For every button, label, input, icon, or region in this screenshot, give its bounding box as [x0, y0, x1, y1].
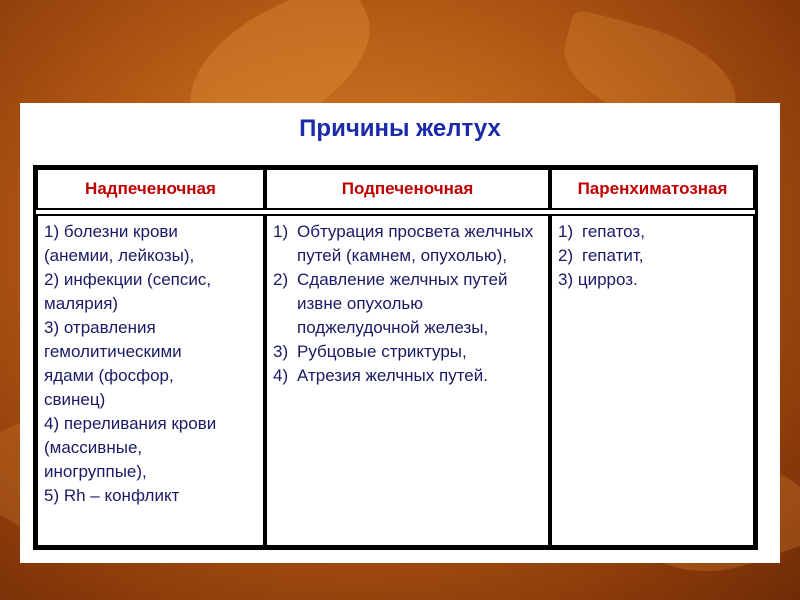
cell-prehepatic-causes: [36, 214, 265, 547]
cause-line: 4) переливания крови: [44, 414, 217, 433]
causes-table: [33, 165, 758, 550]
list-item-number: 2): [558, 246, 574, 265]
cause-line: 2) инфекции (сепсис,: [44, 270, 212, 289]
list-item: [273, 220, 542, 268]
list-item-number: 4): [273, 366, 289, 385]
slide-panel: [20, 103, 780, 563]
cause-line: (массивные,: [44, 438, 143, 457]
cause-line: ядами (фосфор,: [44, 366, 174, 385]
list-item-text: Рубцовые стриктуры,: [297, 342, 467, 361]
list-item: [558, 244, 747, 268]
list-item-text: гепатит,: [582, 246, 644, 265]
header-prehepatic: Надпеченочная: [36, 168, 265, 210]
list-item-text: Атрезия желчных путей.: [297, 366, 488, 385]
cause-line: 1) болезни крови: [44, 222, 178, 241]
cause-line: (анемии, лейкозы),: [44, 246, 195, 265]
header-posthepatic: Подпеченочная: [265, 168, 550, 210]
list-item: [558, 220, 747, 244]
cause-line: иногруппые),: [44, 462, 147, 481]
list-item-text: Сдавление желчных путей извне опухолью поджелудочной железы,: [297, 270, 508, 337]
list-item-number: 2): [273, 270, 289, 289]
cause-line: 3) отравления: [44, 318, 156, 337]
cell-posthepatic-causes: [265, 214, 550, 547]
list-item-text: гепатоз,: [582, 222, 645, 241]
cause-line: гемолитическими: [44, 342, 182, 361]
cause-line: 5) Rh – конфликт: [44, 486, 180, 505]
list-item: [273, 364, 542, 388]
header-parenchymal: Паренхиматозная: [550, 168, 755, 210]
list-item-number: 1): [558, 222, 574, 241]
list-item-number: 1): [273, 222, 289, 241]
cause-line: малярия): [44, 294, 119, 313]
list-item: [273, 268, 542, 340]
list-item: [558, 268, 747, 292]
slide-title: Причины желтух: [299, 115, 501, 142]
list-item-text: 3) цирроз.: [558, 270, 638, 289]
list-item-text: Обтурация просвета желчных путей (камнем, опухолью),: [297, 222, 534, 265]
list-item-number: 3): [273, 342, 289, 361]
list-item: [273, 340, 542, 364]
cause-line: свинец): [44, 390, 106, 409]
cell-parenchymal-causes: [550, 214, 755, 547]
